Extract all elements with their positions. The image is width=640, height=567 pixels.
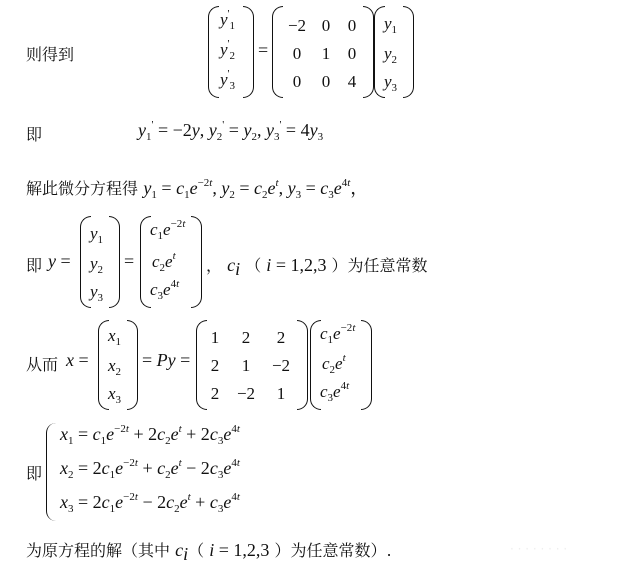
conclusion-line: 为原方程的解（其中 $c_i$（ i = 1,2,3 ）为任意常数）.	[26, 540, 392, 564]
matrix-cell: 0	[292, 72, 302, 91]
matrix-cell: 0	[347, 16, 357, 35]
matrix-cell: 0	[292, 44, 302, 63]
equals-sign: =	[258, 40, 269, 60]
line5-label: 从而	[26, 355, 59, 374]
yprime-vector: $y'_1$ $y'_2$ $y'_3$	[208, 6, 254, 98]
equals-sign: =	[124, 251, 135, 271]
matrix-cell: 0	[347, 44, 357, 63]
line3: 解此微分方程得 $y_1 = c_1e^{-2t}$, $y_2 = c_2e^t$, $y_3 = c_3e^{4t}$，	[26, 177, 369, 201]
x-vector: $x_1$ $x_2$ $x_3$	[98, 320, 138, 410]
matrix-cell: 2	[210, 384, 220, 403]
matrix-cell: 4	[347, 72, 357, 91]
p-matrix	[196, 320, 308, 410]
line2-label: 即	[26, 125, 43, 144]
svg-text:· · · · · · · ·: · · · · · · · ·	[510, 542, 568, 556]
line6-label: 即	[26, 464, 43, 483]
py-eq: = Py =	[142, 350, 191, 370]
left-brace	[46, 423, 57, 521]
matrix-cell: 0	[321, 16, 331, 35]
line5-x-eq: x =	[66, 350, 89, 370]
line2-equations: $y_1' = -2y$, $y_2' = y_2$, $y_3' = 4y_3$	[138, 119, 324, 143]
matrix-cell: 2	[241, 328, 251, 347]
solution-vector-2: $c_1e^{-2t}$ $c_2e^t$ $c_3e^{4t}$	[310, 320, 372, 410]
line1-label: 则得到	[26, 45, 75, 64]
y-vector-2: $y_1$ $y_2$ $y_3$	[80, 216, 120, 308]
y-vector: $y_1$ $y_2$ $y_3$	[374, 6, 414, 98]
x1-equation: $x_1 = c_1e^{-2t} + 2c_2e^t + 2c_3e^{4t}$	[60, 423, 240, 447]
x2-equation: $x_2 = 2c_1e^{-2t} + c_2e^t - 2c_3e^{4t}$	[60, 457, 240, 481]
solution-vector: $c_1e^{-2t}$ $c_2e^t$ $c_3e^{4t}$	[140, 216, 202, 308]
line4-y-eq: y =	[48, 251, 71, 271]
line4-label: 即	[26, 256, 43, 275]
matrix-cell: −2	[287, 16, 307, 35]
watermark-logo	[506, 533, 636, 563]
matrix-cell: 2	[210, 356, 220, 375]
matrix-cell: 1	[321, 44, 331, 63]
matrix-cell: 1	[276, 384, 286, 403]
matrix-cell: 1	[210, 328, 220, 347]
matrix-cell: 0	[321, 72, 331, 91]
x3-equation: $x_3 = 2c_1e^{-2t} - 2c_2e^t + c_3e^{4t}$	[60, 491, 240, 515]
coefficient-matrix	[272, 6, 374, 98]
matrix-cell: −2	[236, 384, 256, 403]
line4-tail: ， $c_i$ （ i = 1,2,3 ）为任意常数	[206, 255, 428, 279]
matrix-cell: 2	[276, 328, 286, 347]
matrix-cell: 1	[241, 356, 251, 375]
matrix-cell: −2	[271, 356, 291, 375]
